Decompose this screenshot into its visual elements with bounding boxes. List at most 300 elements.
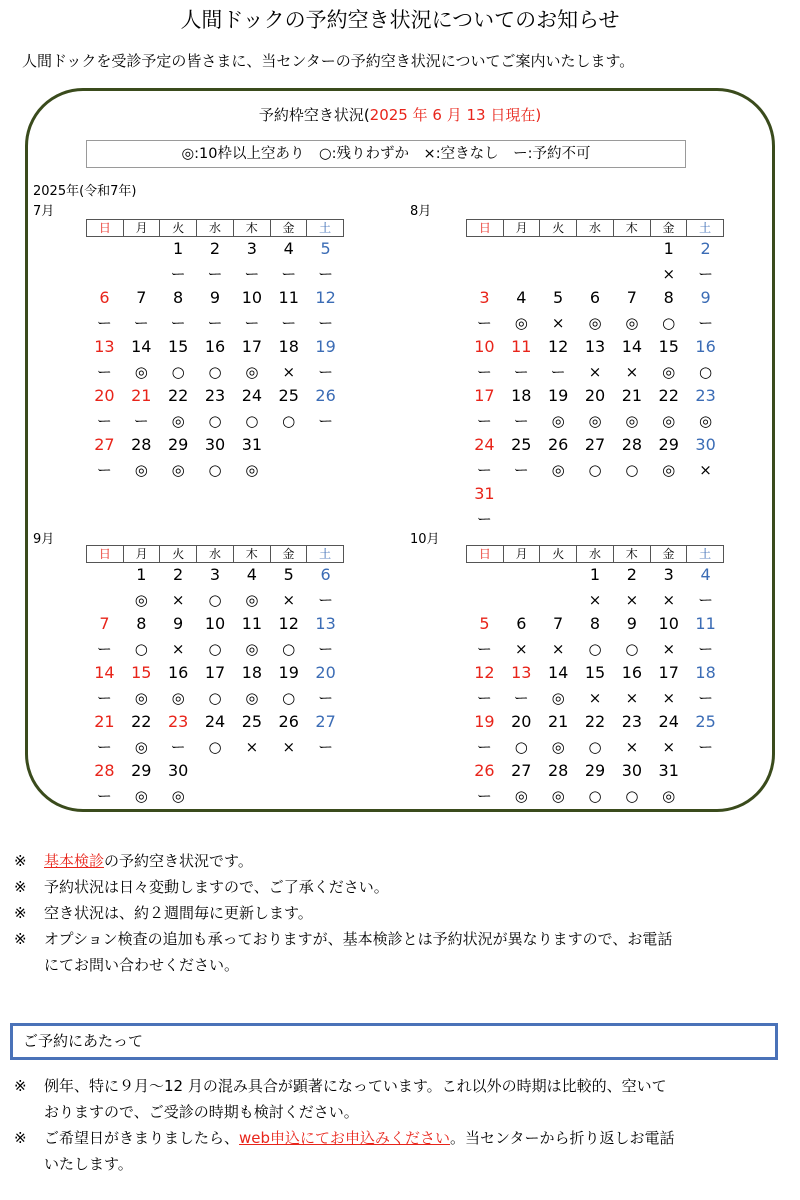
availability-mark: × bbox=[588, 362, 602, 381]
day-number: 24 bbox=[474, 435, 495, 454]
empty-cell bbox=[650, 507, 687, 532]
empty-cell bbox=[503, 237, 540, 262]
empty-cell bbox=[86, 237, 123, 262]
empty-cell bbox=[466, 588, 503, 613]
day-number: 22 bbox=[658, 386, 679, 405]
day-number: 29 bbox=[584, 761, 606, 780]
weekday-cell: 日 bbox=[87, 546, 124, 562]
availability-mark: ー bbox=[96, 411, 112, 430]
availability-mark: ー bbox=[318, 590, 334, 609]
availability-row bbox=[86, 735, 344, 760]
empty-cell bbox=[503, 588, 540, 613]
weekday-cell: 月 bbox=[124, 546, 161, 562]
availability-mark: ー bbox=[698, 688, 714, 707]
day-number: 15 bbox=[131, 663, 152, 682]
empty-cell bbox=[466, 563, 503, 588]
empty-cell bbox=[270, 433, 307, 458]
availability-mark: ー bbox=[96, 688, 112, 707]
availability-row bbox=[466, 458, 724, 483]
weekday-cell: 火 bbox=[540, 220, 577, 236]
availability-mark: ○ bbox=[208, 460, 222, 479]
empty-cell bbox=[577, 507, 614, 532]
availability-mark: × bbox=[282, 362, 296, 381]
empty-cell bbox=[687, 507, 724, 532]
day-number: 30 bbox=[167, 761, 189, 780]
day-number: 13 bbox=[94, 337, 115, 356]
notes-block bbox=[14, 848, 800, 978]
page-title: 人間ドックの予約空き状況についてのお知らせ bbox=[180, 8, 620, 32]
day-number: 29 bbox=[131, 761, 152, 780]
empty-cell bbox=[233, 759, 270, 784]
day-number: 26 bbox=[474, 761, 495, 780]
empty-cell bbox=[86, 262, 123, 287]
day-number: 21 bbox=[621, 386, 643, 405]
day-number: 21 bbox=[547, 712, 569, 731]
availability-mark: ○ bbox=[134, 639, 148, 658]
day-number: 25 bbox=[241, 712, 263, 731]
availability-mark: ー bbox=[318, 411, 334, 430]
availability-mark: ー bbox=[476, 639, 492, 658]
availability-mark: × bbox=[588, 590, 602, 609]
day-number: 27 bbox=[94, 435, 115, 454]
availability-mark: ◎ bbox=[245, 362, 259, 381]
weekday-cell: 火 bbox=[160, 546, 197, 562]
day-number: 13 bbox=[584, 337, 606, 356]
empty-cell bbox=[687, 759, 724, 784]
day-number: 27 bbox=[511, 761, 532, 780]
day-number: 16 bbox=[621, 663, 643, 682]
empty-cell bbox=[503, 482, 540, 507]
weekday-cell: 火 bbox=[540, 546, 577, 562]
availability-row bbox=[466, 637, 724, 662]
day-number: 17 bbox=[204, 663, 226, 682]
availability-mark: ○ bbox=[282, 688, 296, 707]
availability-mark: ○ bbox=[208, 590, 222, 609]
web-application-link[interactable]: web申込にてお申込みください bbox=[239, 1129, 451, 1147]
note-item: ※ 例年、特に９月～12 月の混み具合が顕著になっています。これ以外の時期は比較的、空いて おりますので、ご受診の時期も検討ください。 bbox=[14, 1077, 667, 1121]
note-item: ※ 基本検診の予約空き状況です。 bbox=[14, 852, 253, 870]
availability-mark: ◎ bbox=[551, 737, 565, 756]
availability-mark: ◎ bbox=[514, 786, 528, 805]
availability-mark: ◎ bbox=[171, 786, 185, 805]
note-item: ※ オプション検査の追加も承っておりますが、基本検診とは予約状況が異なりますので、お電話 にてお問い合わせください。 bbox=[14, 930, 673, 974]
availability-mark: ー bbox=[133, 313, 149, 332]
date-row bbox=[86, 612, 344, 637]
availability-mark: ◎ bbox=[134, 460, 148, 479]
availability-mark: ◎ bbox=[551, 786, 565, 805]
availability-mark: ○ bbox=[625, 639, 639, 658]
day-number: 14 bbox=[131, 337, 152, 356]
day-number: 7 bbox=[626, 288, 637, 307]
day-number: 16 bbox=[167, 663, 189, 682]
availability-mark: ー bbox=[476, 313, 492, 332]
day-number: 25 bbox=[278, 386, 299, 405]
availability-row bbox=[86, 311, 344, 336]
empty-cell bbox=[503, 507, 540, 532]
weekday-cell: 火 bbox=[160, 220, 197, 236]
weekday-cell: 水 bbox=[577, 220, 614, 236]
day-number: 20 bbox=[315, 663, 336, 682]
availability-mark: × bbox=[662, 590, 676, 609]
day-number: 12 bbox=[474, 663, 495, 682]
availability-mark: ○ bbox=[588, 460, 602, 479]
day-number: 22 bbox=[584, 712, 606, 731]
availability-mark: ー bbox=[698, 639, 714, 658]
date-row bbox=[86, 335, 344, 360]
availability-mark: ◎ bbox=[245, 590, 259, 609]
date-row bbox=[466, 482, 724, 507]
empty-cell bbox=[540, 482, 577, 507]
day-number: 21 bbox=[94, 712, 115, 731]
day-number: 2 bbox=[209, 239, 221, 258]
date-row bbox=[466, 759, 724, 784]
availability-heading bbox=[0, 104, 800, 125]
weekday-header bbox=[86, 545, 344, 563]
day-number: 31 bbox=[474, 484, 495, 503]
day-number: 26 bbox=[547, 435, 569, 454]
day-number: 17 bbox=[658, 663, 679, 682]
availability-mark: ー bbox=[281, 264, 297, 283]
calendar-august bbox=[466, 219, 724, 531]
availability-mark: ー bbox=[698, 264, 714, 283]
day-number: 1 bbox=[589, 565, 601, 584]
availability-mark: ○ bbox=[588, 639, 602, 658]
day-number: 18 bbox=[241, 663, 263, 682]
day-number: 29 bbox=[167, 435, 189, 454]
availability-mark: ○ bbox=[208, 411, 222, 430]
empty-cell bbox=[540, 237, 577, 262]
day-number: 31 bbox=[241, 435, 263, 454]
empty-cell bbox=[270, 784, 307, 809]
date-row bbox=[86, 286, 344, 311]
availability-mark: ー bbox=[513, 688, 529, 707]
weekday-cell: 日 bbox=[467, 546, 504, 562]
date-row bbox=[86, 759, 344, 784]
day-number: 19 bbox=[315, 337, 336, 356]
availability-mark: ◎ bbox=[662, 362, 676, 381]
empty-cell bbox=[197, 759, 234, 784]
availability-mark: ー bbox=[550, 362, 566, 381]
availability-row bbox=[86, 686, 344, 711]
availability-mark: × bbox=[625, 362, 639, 381]
empty-cell bbox=[307, 458, 344, 483]
availability-mark: ー bbox=[96, 786, 112, 805]
intro-text: 人間ドックを受診予定の皆さまに、当センターの予約空き状況についてご案内いたします。 bbox=[22, 52, 635, 70]
availability-mark: ◎ bbox=[551, 411, 565, 430]
weekday-header bbox=[466, 545, 724, 563]
reservation-section-title: ご予約にあたって bbox=[10, 1023, 778, 1060]
weekday-cell: 日 bbox=[467, 220, 504, 236]
month-label-sep: 9月 bbox=[33, 532, 55, 547]
empty-cell bbox=[613, 482, 650, 507]
availability-row bbox=[86, 637, 344, 662]
day-number: 1 bbox=[663, 239, 674, 258]
day-number: 21 bbox=[131, 386, 152, 405]
availability-mark: ー bbox=[207, 313, 223, 332]
availability-mark: ー bbox=[96, 362, 112, 381]
weekday-cell: 土 bbox=[699, 221, 712, 235]
availability-mark: ー bbox=[318, 737, 334, 756]
availability-mark: ー bbox=[513, 411, 529, 430]
calendar-july bbox=[86, 219, 344, 482]
availability-row bbox=[86, 784, 344, 809]
day-number: 23 bbox=[695, 386, 716, 405]
date-row bbox=[466, 237, 724, 262]
empty-cell bbox=[613, 237, 650, 262]
availability-mark: ◎ bbox=[699, 411, 713, 430]
day-number: 16 bbox=[204, 337, 226, 356]
calendar-october bbox=[466, 545, 724, 808]
day-number: 8 bbox=[589, 614, 601, 633]
day-number: 22 bbox=[167, 386, 189, 405]
weekday-cell: 水 bbox=[197, 546, 234, 562]
day-number: 9 bbox=[173, 614, 184, 633]
day-number: 10 bbox=[474, 337, 495, 356]
empty-cell bbox=[577, 262, 614, 287]
month-label-oct: 10月 bbox=[410, 532, 440, 547]
availability-mark: ー bbox=[318, 264, 334, 283]
date-row bbox=[86, 661, 344, 686]
note-item: ※ 空き状況は、約２週間毎に更新します。 bbox=[14, 904, 313, 922]
weekday-cell: 月 bbox=[124, 220, 161, 236]
day-number: 8 bbox=[663, 288, 674, 307]
availability-row bbox=[466, 507, 724, 532]
empty-cell bbox=[307, 784, 344, 809]
day-number: 15 bbox=[584, 663, 606, 682]
date-row bbox=[466, 335, 724, 360]
day-number: 11 bbox=[241, 614, 263, 633]
day-number: 20 bbox=[94, 386, 115, 405]
availability-mark: ー bbox=[318, 688, 334, 707]
empty-cell bbox=[270, 458, 307, 483]
day-number: 11 bbox=[278, 288, 299, 307]
availability-mark: ー bbox=[698, 737, 714, 756]
availability-row bbox=[86, 262, 344, 287]
note-item: ※ 予約状況は日々変動しますので、ご了承ください。 bbox=[14, 878, 389, 896]
availability-mark: ◎ bbox=[588, 411, 602, 430]
weekday-cell: 土 bbox=[319, 547, 332, 561]
empty-cell bbox=[613, 262, 650, 287]
day-number: 7 bbox=[136, 288, 147, 307]
day-number: 8 bbox=[173, 288, 184, 307]
availability-mark: ○ bbox=[588, 786, 602, 805]
availability-mark: ー bbox=[96, 460, 112, 479]
day-number: 28 bbox=[547, 761, 569, 780]
empty-cell bbox=[503, 262, 540, 287]
availability-mark: × bbox=[282, 737, 296, 756]
availability-mark: × bbox=[662, 264, 676, 283]
day-number: 4 bbox=[700, 565, 711, 584]
availability-mark: × bbox=[245, 737, 259, 756]
availability-mark: ◎ bbox=[245, 688, 259, 707]
availability-mark: × bbox=[625, 737, 639, 756]
day-number: 2 bbox=[626, 565, 637, 584]
day-number: 3 bbox=[246, 239, 257, 258]
weekday-cell: 木 bbox=[614, 546, 651, 562]
availability-mark: ◎ bbox=[662, 411, 676, 430]
availability-row bbox=[466, 409, 724, 434]
day-number: 20 bbox=[584, 386, 606, 405]
availability-mark: ー bbox=[513, 362, 529, 381]
availability-mark: × bbox=[171, 639, 185, 658]
day-number: 3 bbox=[663, 565, 674, 584]
day-number: 14 bbox=[547, 663, 569, 682]
empty-cell bbox=[197, 784, 234, 809]
year-label: 2025年(令和7年) bbox=[33, 184, 137, 199]
day-number: 5 bbox=[553, 288, 564, 307]
weekday-cell: 木 bbox=[234, 220, 271, 236]
empty-cell bbox=[270, 759, 307, 784]
availability-mark: ○ bbox=[662, 313, 676, 332]
availability-row bbox=[466, 311, 724, 336]
weekday-cell: 水 bbox=[577, 546, 614, 562]
day-number: 15 bbox=[167, 337, 189, 356]
weekday-cell: 金 bbox=[271, 546, 308, 562]
empty-cell bbox=[233, 784, 270, 809]
day-number: 23 bbox=[621, 712, 643, 731]
availability-mark: ◎ bbox=[551, 688, 565, 707]
empty-cell bbox=[577, 482, 614, 507]
day-number: 26 bbox=[315, 386, 336, 405]
day-number: 19 bbox=[278, 663, 299, 682]
empty-cell bbox=[687, 482, 724, 507]
day-number: 8 bbox=[136, 614, 147, 633]
availability-mark: ◎ bbox=[514, 313, 528, 332]
day-number: 17 bbox=[241, 337, 263, 356]
availability-row bbox=[466, 735, 724, 760]
weekday-header bbox=[466, 219, 724, 237]
day-number: 14 bbox=[94, 663, 115, 682]
availability-mark: ○ bbox=[514, 737, 528, 756]
empty-cell bbox=[307, 759, 344, 784]
empty-cell bbox=[503, 563, 540, 588]
empty-cell bbox=[86, 563, 123, 588]
day-number: 13 bbox=[315, 614, 336, 633]
availability-mark: ◎ bbox=[171, 688, 185, 707]
date-row bbox=[466, 612, 724, 637]
availability-mark: × bbox=[282, 590, 296, 609]
day-number: 28 bbox=[94, 761, 115, 780]
availability-label: 予約枠空き状況( bbox=[258, 106, 370, 124]
day-number: 24 bbox=[658, 712, 679, 731]
empty-cell bbox=[540, 563, 577, 588]
day-number: 23 bbox=[204, 386, 226, 405]
availability-mark: ◎ bbox=[134, 786, 148, 805]
availability-mark: ○ bbox=[208, 639, 222, 658]
day-number: 10 bbox=[658, 614, 679, 633]
availability-mark: × bbox=[551, 313, 565, 332]
weekday-cell: 日 bbox=[87, 220, 124, 236]
day-number: 27 bbox=[584, 435, 606, 454]
day-number: 28 bbox=[621, 435, 643, 454]
availability-mark: × bbox=[588, 688, 602, 707]
day-number: 11 bbox=[511, 337, 532, 356]
availability-mark: ー bbox=[244, 264, 260, 283]
weekday-cell: 水 bbox=[197, 220, 234, 236]
availability-mark: × bbox=[662, 737, 676, 756]
day-number: 2 bbox=[700, 239, 711, 258]
availability-mark: ー bbox=[513, 460, 529, 479]
empty-cell bbox=[577, 237, 614, 262]
date-row bbox=[86, 563, 344, 588]
day-number: 16 bbox=[695, 337, 716, 356]
day-number: 18 bbox=[278, 337, 299, 356]
availability-row bbox=[466, 686, 724, 711]
empty-cell bbox=[687, 784, 724, 809]
availability-date: 2025 年 6 月 13 日現在) bbox=[369, 106, 542, 124]
availability-mark: × bbox=[515, 639, 528, 658]
date-row bbox=[466, 433, 724, 458]
day-number: 3 bbox=[209, 565, 221, 584]
day-number: 10 bbox=[241, 288, 263, 307]
day-number: 12 bbox=[278, 614, 299, 633]
day-number: 24 bbox=[204, 712, 226, 731]
date-row bbox=[466, 710, 724, 735]
empty-cell bbox=[307, 433, 344, 458]
availability-mark: ◎ bbox=[245, 639, 259, 658]
day-number: 1 bbox=[173, 239, 184, 258]
basic-checkup-link[interactable]: 基本検診 bbox=[44, 852, 105, 870]
day-number: 4 bbox=[283, 239, 294, 258]
availability-mark: × bbox=[662, 688, 676, 707]
availability-mark: ー bbox=[476, 460, 492, 479]
weekday-cell: 月 bbox=[504, 220, 541, 236]
availability-mark: × bbox=[551, 639, 565, 658]
availability-row bbox=[466, 784, 724, 809]
day-number: 6 bbox=[516, 614, 527, 633]
day-number: 29 bbox=[658, 435, 679, 454]
date-row bbox=[86, 237, 344, 262]
empty-cell bbox=[123, 237, 160, 262]
date-row bbox=[466, 286, 724, 311]
weekday-cell: 金 bbox=[651, 220, 688, 236]
day-number: 4 bbox=[246, 565, 257, 584]
day-number: 5 bbox=[479, 614, 490, 633]
availability-mark: ー bbox=[170, 313, 186, 332]
availability-mark: × bbox=[625, 590, 639, 609]
day-number: 15 bbox=[658, 337, 679, 356]
day-number: 17 bbox=[474, 386, 495, 405]
availability-mark: ◎ bbox=[134, 737, 148, 756]
availability-mark: ◎ bbox=[171, 411, 185, 430]
availability-mark: ◎ bbox=[662, 460, 676, 479]
day-number: 30 bbox=[695, 435, 716, 454]
availability-mark: ○ bbox=[282, 411, 296, 430]
day-number: 6 bbox=[320, 565, 331, 584]
legend-box: ◎:10枠以上空あり ○:残りわずか ×:空きなし ー:予約不可 bbox=[86, 140, 686, 168]
day-number: 30 bbox=[621, 761, 643, 780]
availability-mark: ー bbox=[96, 639, 112, 658]
availability-mark: ー bbox=[476, 509, 492, 528]
day-number: 7 bbox=[99, 614, 110, 633]
day-number: 10 bbox=[204, 614, 226, 633]
day-number: 9 bbox=[209, 288, 221, 307]
day-number: 14 bbox=[621, 337, 643, 356]
day-number: 20 bbox=[511, 712, 532, 731]
date-row bbox=[86, 384, 344, 409]
day-number: 22 bbox=[131, 712, 152, 731]
availability-mark: ○ bbox=[245, 411, 259, 430]
availability-mark: ○ bbox=[625, 460, 639, 479]
availability-row bbox=[466, 588, 724, 613]
day-number: 23 bbox=[167, 712, 189, 731]
empty-cell bbox=[650, 482, 687, 507]
availability-mark: ○ bbox=[208, 737, 222, 756]
day-number: 3 bbox=[479, 288, 490, 307]
day-number: 7 bbox=[553, 614, 564, 633]
day-number: 25 bbox=[695, 712, 716, 731]
availability-mark: ◎ bbox=[551, 460, 565, 479]
